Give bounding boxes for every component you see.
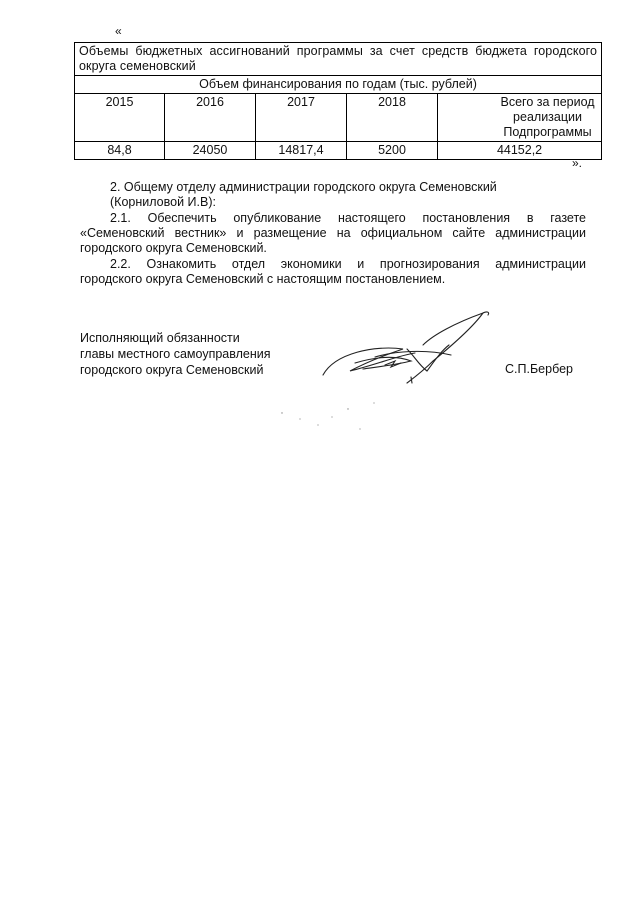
signatory-title-line-1: Исполняющий обязанности (80, 331, 240, 345)
table-header-row (75, 94, 602, 142)
paragraph-2-1-line-3: городского округа Семеновский. (80, 241, 267, 255)
signatory-title-line-2: главы местного самоуправления (80, 347, 271, 361)
table-subheader: Объем финансирования по годам (тыс. рублей) (75, 76, 602, 94)
table-cell: 24050 (165, 142, 256, 160)
table-row (75, 142, 602, 160)
opening-quote-mark: « (115, 24, 122, 38)
table-cell: 5200 (347, 142, 438, 160)
funding-table (74, 42, 602, 160)
scan-specks (270, 395, 390, 435)
signatory-title-line-3: городского округа Семеновский (80, 363, 264, 377)
paragraph-2-line-2: (Корниловой И.В): (110, 195, 216, 209)
column-header: 2015 (75, 94, 165, 142)
table-caption: Объемы бюджетных ассигнований программы за счет средств бюджета городского округа семеновский (75, 43, 602, 76)
paragraph-2-1-line-1: 2.1. Обеспечить опубликование настоящего постановления в газете (110, 211, 586, 225)
column-header-total: Всего за период реализации Подпрограммы (438, 94, 602, 142)
table-cell: 14817,4 (256, 142, 347, 160)
handwritten-signature (315, 305, 500, 385)
table-cell-total: 44152,2 (438, 142, 602, 160)
column-header: 2018 (347, 94, 438, 142)
signatory-title (80, 330, 271, 378)
paragraph-2-2-line-2: городского округа Семеновский с настоящим постановлением. (80, 272, 446, 286)
signatory-name: С.П.Бербер (505, 362, 573, 376)
paragraph-2-2-line-1: 2.2. Ознакомить отдел экономики и прогнозирования администрации (110, 257, 586, 271)
column-header: 2017 (256, 94, 347, 142)
table-cell: 84,8 (75, 142, 165, 160)
column-header: 2016 (165, 94, 256, 142)
paragraph-2-1-line-2: «Семеновский вестник» и размещение на официальном сайте администрации (80, 226, 586, 240)
paragraph-2-line-1: 2. Общему отделу администрации городского округа Семеновский (110, 180, 497, 194)
closing-quote-mark: ». (572, 156, 583, 170)
